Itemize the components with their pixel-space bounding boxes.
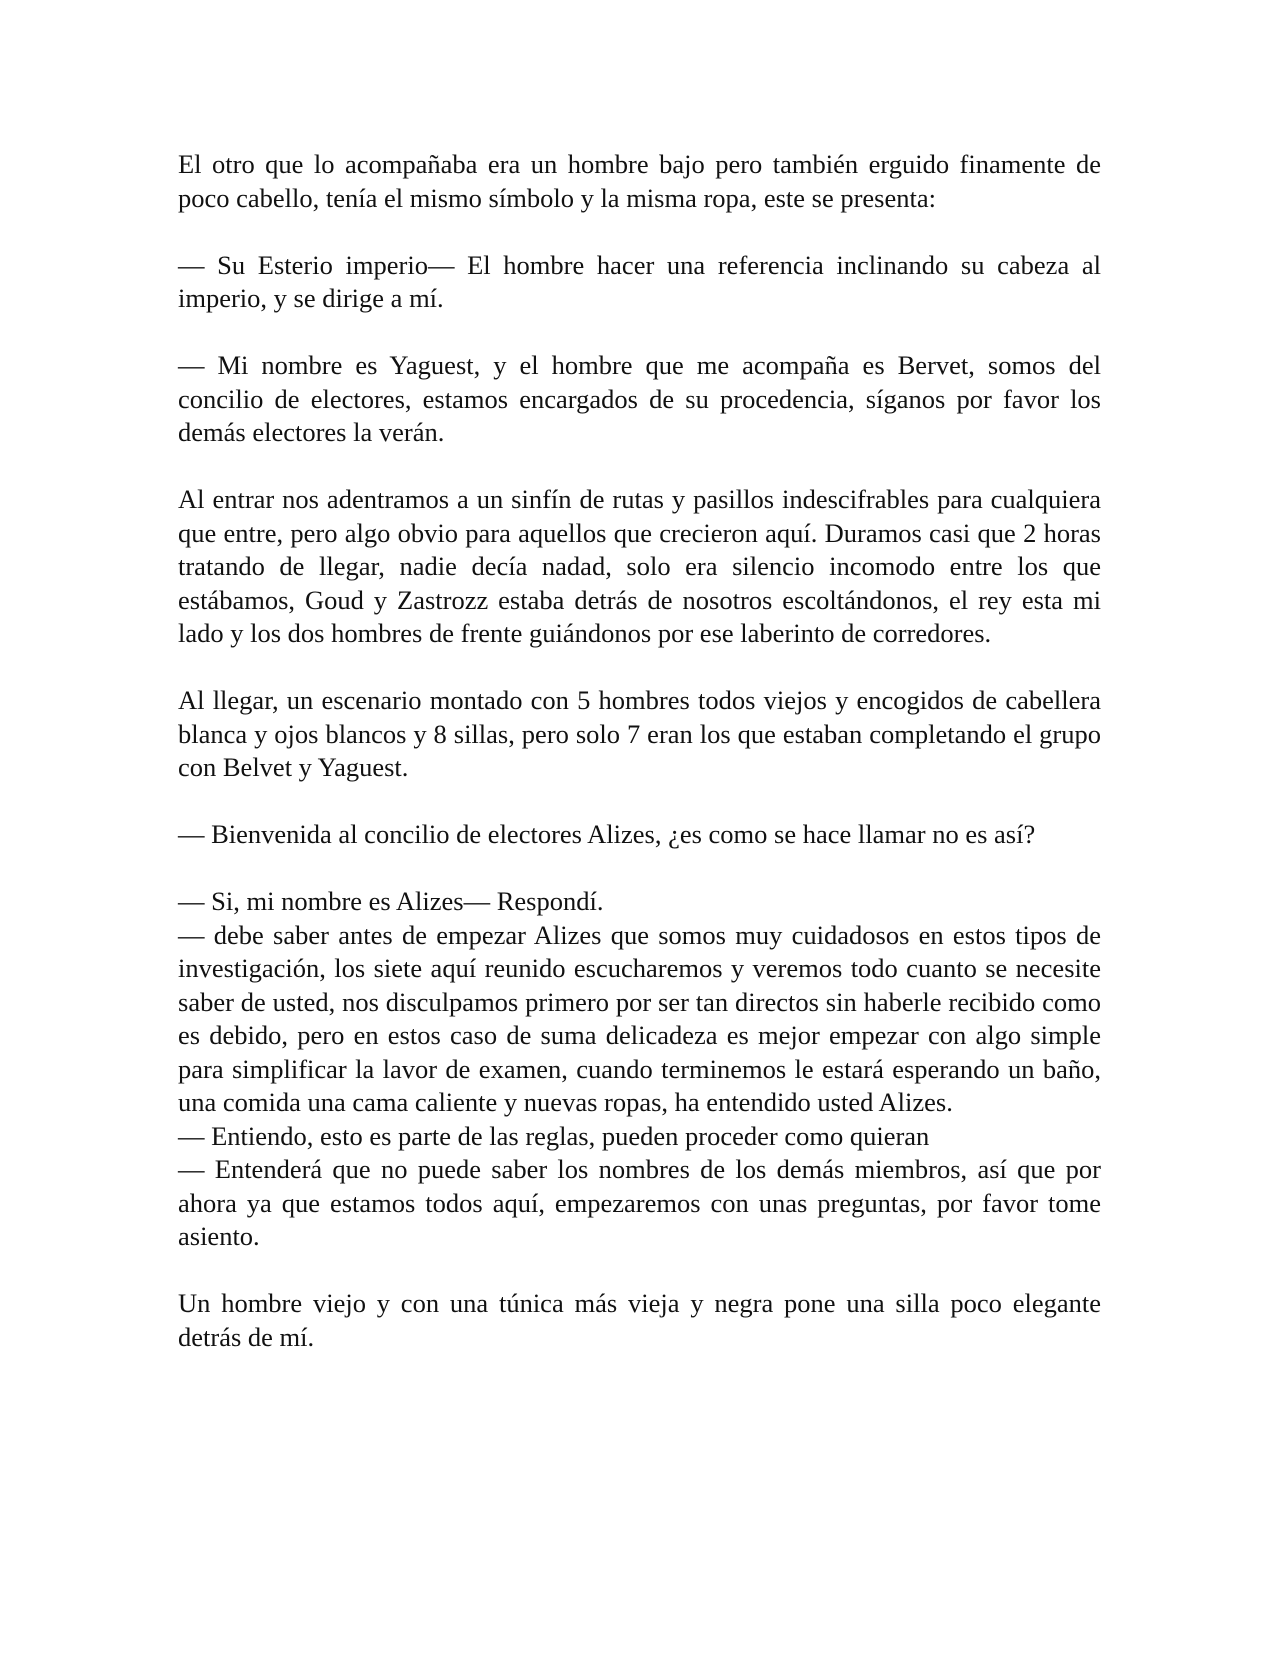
paragraph: Al llegar, un escenario montado con 5 hombres todos viejos y encogidos de cabellera blanca y ojos blancos y 8 sillas, pero solo 7 eran los que estaban completando el grupo con Belvet y Yaguest. xyxy=(178,685,1101,782)
dialogue-line: — debe saber antes de empezar Alizes que somos muy cuidadosos en estos tipos de investigación, los siete aquí reunido escucharemos y veremos todo cuanto se necesite saber de usted, nos disculpamos primero por ser tan directos sin haberle recibido como es debido, pero en estos caso de suma delicadeza es mejor empezar con algo simple para simplificar la lavor de examen, cuando terminemos le estará esperando un baño, una comida una cama caliente y nuevas ropas, ha entendido usted Alizes. xyxy=(178,919,1101,1117)
paragraph: El otro que lo acompañaba era un hombre bajo pero también erguido finamente de poco cabello, tenía el mismo símbolo y la misma ropa, este se presenta: xyxy=(178,149,1101,213)
document-body xyxy=(178,148,1101,1388)
dialogue-line: — Mi nombre es Yaguest, y el hombre que me acompaña es Bervet, somos del concilio de electores, estamos encargados de su procedencia, síganos por favor los demás electores la verán. xyxy=(178,350,1101,447)
paragraph: Al entrar nos adentramos a un sinfín de rutas y pasillos indescifrables para cualquiera que entre, pero algo obvio para aquellos que crecieron aquí. Duramos casi que 2 horas tratando de llegar, nadie decía nadad, solo era silencio incomodo entre los que estábamos, Goud y Zastrozz estaba detrás de nosotros escoltándonos, el rey esta mi lado y los dos hombres de frente guiándonos por ese laberinto de corredores. xyxy=(178,484,1101,648)
dialogue-line: — Su Esterio imperio— El hombre hacer una referencia inclinando su cabeza al imperio, y se dirige a mí. xyxy=(178,249,1101,313)
dialogue-line: — Entenderá que no puede saber los nombres de los demás miembros, así que por ahora ya que estamos todos aquí, empezaremos con unas preguntas, por favor tome asiento. xyxy=(178,1154,1101,1251)
paragraph: Un hombre viejo y con una túnica más vieja y negra pone una silla poco elegante detrás de mí. xyxy=(178,1288,1101,1352)
dialogue-line: — Si, mi nombre es Alizes— Respondí. xyxy=(178,886,604,916)
dialogue-line: — Bienvenida al concilio de electores Alizes, ¿es como se hace llamar no es así? xyxy=(178,819,1036,849)
dialogue-line: — Entiendo, esto es parte de las reglas, pueden proceder como quieran xyxy=(178,1120,930,1151)
